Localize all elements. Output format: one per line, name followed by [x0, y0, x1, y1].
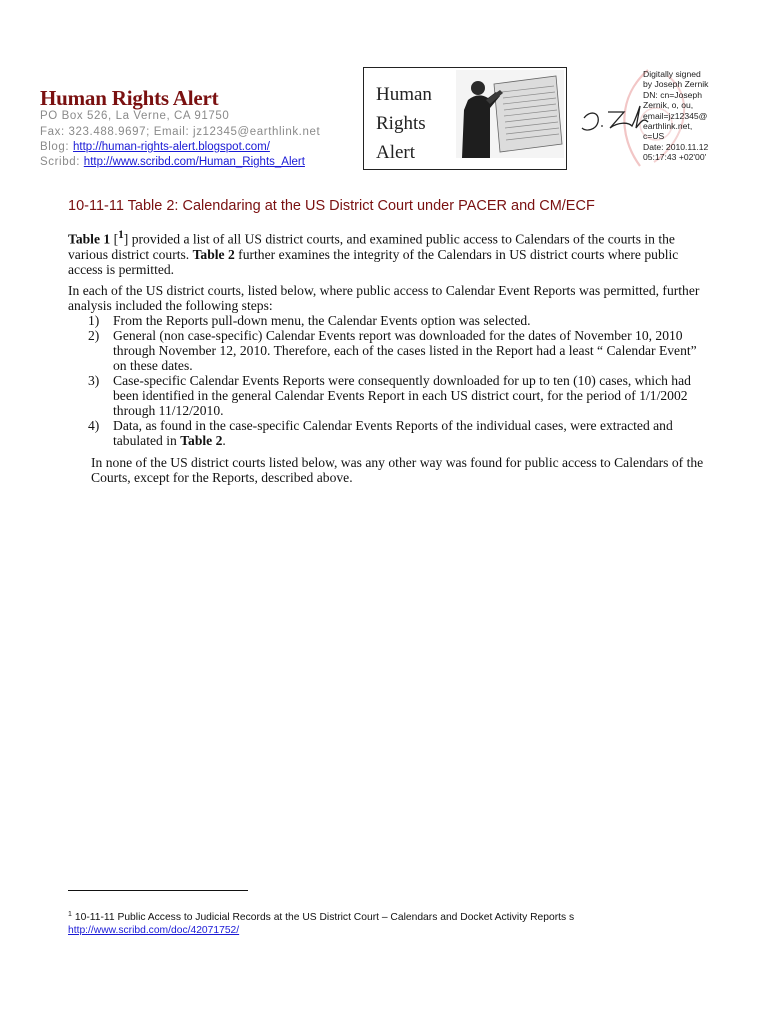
signature-line: Digitally signed — [643, 69, 701, 79]
footnote-link[interactable]: http://www.scribd.com/doc/42071752/ — [68, 925, 240, 936]
intro-text-a: provided a list of all US district courts, and examined public access to Calendars of the courts in the various district courts. — [68, 231, 675, 262]
table2-ref: Table 2 — [180, 433, 223, 448]
list-item — [88, 373, 708, 418]
list-text: From the Reports pull-down menu, the Calendar Events option was selected. — [113, 313, 531, 328]
signature-line: DN: cn=Joseph — [643, 89, 702, 100]
table1-ref: Table 1 — [68, 231, 111, 247]
logo-line-2: Rights — [376, 113, 426, 134]
signature-line: Date: 2010.11.12 — [643, 141, 709, 152]
list-item — [88, 418, 708, 448]
signature-line: earthlink.net, — [643, 121, 693, 132]
list-item — [88, 313, 708, 328]
list-number: 3) — [88, 373, 100, 388]
address-line: PO Box 526, La Verne, CA 91750 — [40, 110, 230, 122]
signature-line: email=jz12345@ — [643, 110, 708, 121]
table2-ref: Table 2 — [192, 246, 235, 262]
list-text-end: . — [222, 433, 226, 448]
closing-paragraph: In none of the US district courts listed below, was any other way was found for public access to Calendars of the Courts, except for the Reports, described above. — [91, 455, 704, 485]
signature-line: by Joseph Zernik — [643, 79, 709, 90]
scribd-line — [40, 156, 305, 168]
fax-email-line: Fax: 323.488.9697; Email: jz12345@earthlink.net — [40, 126, 321, 138]
eleanor-roosevelt-photo — [456, 70, 564, 158]
signature-line: c=US — [643, 131, 665, 142]
list-number: 1) — [88, 313, 100, 328]
list-text: General (non case-specific) Calendar Events report was downloaded for the dates of November 10, 2010 through November 12, 2010. Therefore, each of the cases listed in the Report had a least “ Calendar Event” on these dates. — [113, 328, 697, 373]
steps-list — [88, 313, 708, 448]
signature-line: Zernik, o, ou, — [643, 100, 694, 111]
org-name: Human Rights Alert — [40, 86, 219, 110]
blog-line — [40, 141, 270, 153]
footnote-mark: 1 — [68, 911, 72, 918]
list-item — [88, 328, 708, 373]
footnote-text: 10-11-11 Public Access to Judicial Records at the US District Court – Calendars and Docket Activity Reports s — [74, 912, 575, 923]
list-number: 4) — [88, 418, 100, 433]
list-text: Data, as found in the case-specific Calendar Events Reports of the individual cases, were extracted and tabulated in — [113, 418, 673, 448]
blog-label: Blog: — [40, 141, 70, 153]
steps-intro-paragraph: In each of the US district courts, listed below, where public access to Calendar Event Reports was permitted, further analysis included the following steps: — [68, 283, 700, 313]
logo-wordmark — [376, 80, 432, 167]
list-text: Case-specific Calendar Events Reports were consequently downloaded for up to ten (10) cases, which had been identified in the general Calendar Events Report in each US district court, for the period of 1/1/2002 through 11/12/2010. — [113, 373, 691, 418]
logo-line-1: Human — [376, 84, 432, 105]
signature-line: 05:17:43 +02'00' — [643, 152, 707, 163]
list-number: 2) — [88, 328, 100, 343]
bracket-close: ] — [123, 231, 129, 247]
scribd-link[interactable]: http://www.scribd.com/Human_Rights_Alert — [83, 156, 305, 168]
intro-text-b: further examines the integrity of the Calendars in US district courts where public access is permitted. — [68, 246, 679, 277]
footnote-divider — [68, 890, 248, 891]
logo — [363, 67, 567, 170]
logo-line-3: Alert — [376, 142, 416, 163]
signature-details — [643, 69, 708, 163]
footnote — [68, 908, 574, 937]
page-title: 10-11-11 Table 2: Calendaring at the US District Court under PACER and CM/ECF — [68, 198, 595, 214]
bracket-open: [ — [110, 231, 119, 247]
footnote-ref[interactable]: 1 — [118, 229, 124, 241]
scribd-label: Scribd: — [40, 156, 80, 168]
intro-paragraph — [68, 228, 708, 277]
blog-link[interactable]: http://human-rights-alert.blogspot.com/ — [73, 141, 270, 153]
